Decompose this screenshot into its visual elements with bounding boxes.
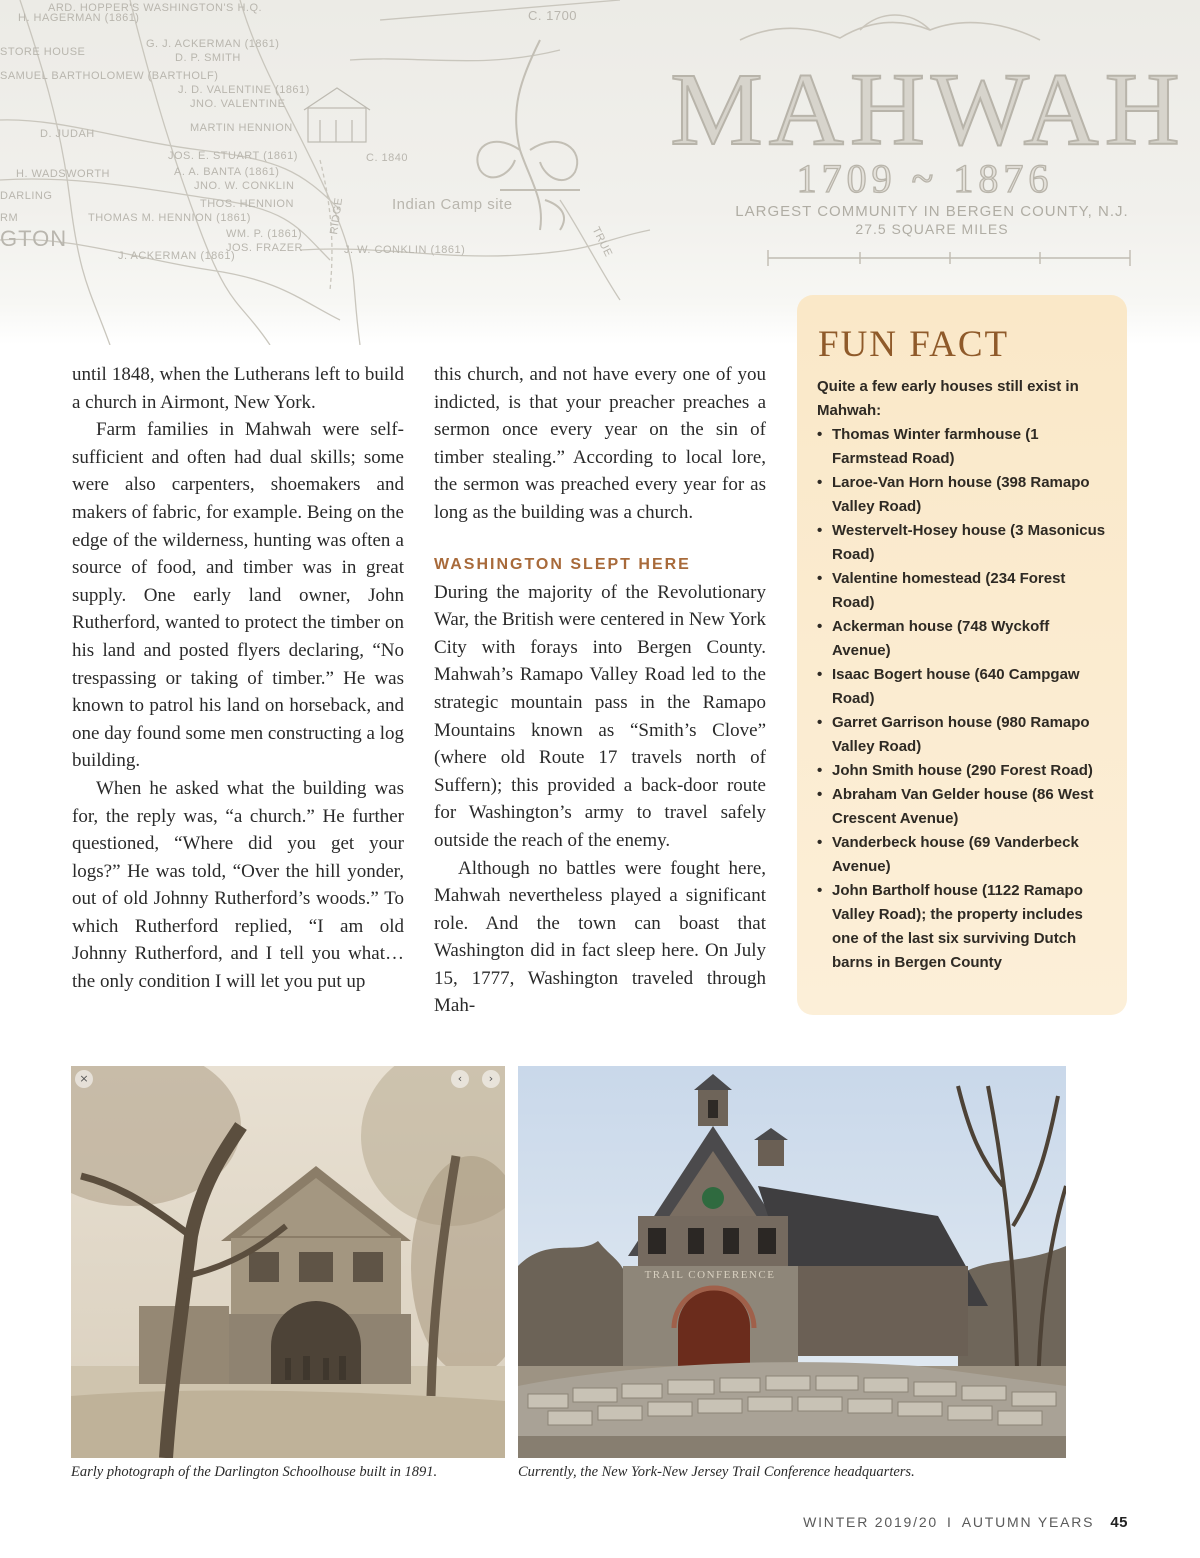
bullet: • xyxy=(817,786,823,803)
publication-name: AUTUMN YEARS xyxy=(961,1514,1095,1530)
chevron-right-icon[interactable]: › xyxy=(482,1070,500,1088)
trail-conference-illustration xyxy=(518,1066,1066,1458)
article-column-1 xyxy=(72,361,404,996)
page-footer xyxy=(803,1514,1128,1531)
list-item xyxy=(817,423,1107,471)
map-label: D. JUDAH xyxy=(40,128,95,140)
list-item xyxy=(817,615,1107,663)
fun-fact-list xyxy=(817,423,1107,975)
photo-caption: Currently, the New York-New Jersey Trail Conference headquarters. xyxy=(518,1464,915,1480)
list-item xyxy=(817,519,1107,567)
map-label: J. D. VALENTINE (1861) xyxy=(178,84,310,96)
map-label: C. 1700 xyxy=(528,8,578,23)
list-item xyxy=(817,879,1107,975)
banner-title: MAHWAH xyxy=(670,52,1186,167)
map-label: RIDGE xyxy=(328,196,346,236)
map-label: WM. P. (1861) xyxy=(226,228,302,240)
historic-schoolhouse-illustration xyxy=(71,1066,505,1458)
list-item-text: Thomas Winter farmhouse (1 Farmstead Road) xyxy=(832,426,1039,467)
bullet: • xyxy=(817,666,823,683)
list-item-text: Isaac Bogert house (640 Campgaw Road) xyxy=(832,666,1080,707)
list-item-text: Valentine homestead (234 Forest Road) xyxy=(832,570,1066,611)
issue-label: WINTER 2019/20 xyxy=(803,1514,939,1530)
paragraph: When he asked what the building was for, the reply was, “a church.” He further questioned, “Where did you get your logs?” He was told, “Over the hill yonder, out of old Johnny Rutherford’s woods.” To which Rutherford replied, “I am old Johnny Rutherford, and I tell you what… the only condition I will let you put up xyxy=(72,777,404,993)
map-label: JNO. VALENTINE xyxy=(190,98,286,110)
bullet: • xyxy=(817,570,823,587)
banner-years: 1709 ~ 1876 xyxy=(796,156,1054,201)
list-item xyxy=(817,831,1107,879)
fun-fact-intro: Quite a few early houses still exist in Mahwah: xyxy=(817,378,1079,419)
bullet: • xyxy=(817,426,823,443)
close-icon[interactable]: × xyxy=(75,1070,93,1088)
list-item-text: Abraham Van Gelder house (86 West Crescent Avenue) xyxy=(832,786,1094,827)
map-label: JOS. E. STUART (1861) xyxy=(168,150,298,162)
paragraph: Although no battles were fought here, Mahwah nevertheless played a significant role. And the town can boast that Washington did in fact sleep here. On July 15, 1777, Washington traveled through Mah- xyxy=(434,857,766,1017)
map-label: C. 1840 xyxy=(366,152,409,164)
list-item xyxy=(817,711,1107,759)
historic-schoolhouse-photo xyxy=(71,1066,505,1458)
list-item xyxy=(817,783,1107,831)
map-label: Indian Camp site xyxy=(392,196,513,213)
list-item xyxy=(817,471,1107,519)
map-label: D. P. SMITH xyxy=(175,52,241,64)
map-label: G. J. ACKERMAN (1861) xyxy=(146,38,280,50)
bullet: • xyxy=(817,834,823,851)
footer-separator: I xyxy=(947,1514,953,1530)
map-label: SAMUEL BARTHOLOMEW (BARTHOLF) xyxy=(0,70,219,82)
bullet: • xyxy=(817,714,823,731)
list-item-text: Vanderbeck house (69 Vanderbeck Avenue) xyxy=(832,834,1079,875)
list-item xyxy=(817,663,1107,711)
banner-subtitle: LARGEST COMMUNITY IN BERGEN COUNTY, N.J. xyxy=(735,203,1129,220)
bullet: • xyxy=(817,882,823,899)
map-label: ARD. HOPPER'S WASHINGTON'S H.Q. xyxy=(48,2,263,14)
map-label: TRUE xyxy=(589,225,615,259)
paragraph: until 1848, when the Lutherans left to build a church in Airmont, New York. xyxy=(72,364,404,413)
list-item xyxy=(817,567,1107,615)
list-item-text: Westervelt-Hosey house (3 Masonicus Road) xyxy=(832,522,1106,563)
paragraph: During the majority of the Revolutionary War, the British were centered in New York City with forays into Bergen County. Mahwah’s Ramapo Valley Road led to the strategic mountain pass in the Ramapo Mountains known as “Smith’s Clove” (where old Route 17 travels north of Suffern); this provided a back-door route for Washington’s army to travel safely outside the reach of the enemy. xyxy=(434,581,766,851)
map-label: GTON xyxy=(0,226,68,251)
map-label: J. W. CONKLIN (1861) xyxy=(344,244,466,256)
map-label: J. ACKERMAN (1861) xyxy=(118,250,236,262)
bullet: • xyxy=(817,618,823,635)
article-column-2 xyxy=(434,361,766,1020)
list-item-text: Ackerman house (748 Wyckoff Avenue) xyxy=(832,618,1050,659)
list-item-text: Laroe-Van Horn house (398 Ramapo Valley Road) xyxy=(832,474,1090,515)
list-item xyxy=(817,759,1107,783)
map-label: JOS. FRAZER xyxy=(226,242,304,254)
page-number: 45 xyxy=(1110,1514,1128,1531)
fun-fact-box xyxy=(797,295,1127,1015)
bullet: • xyxy=(817,762,823,779)
section-subhead: WASHINGTON SLEPT HERE xyxy=(434,555,691,573)
map-label: A. A. BANTA (1861) xyxy=(174,166,280,178)
map-label: H. WADSWORTH xyxy=(16,168,110,180)
chevron-left-icon[interactable]: ‹ xyxy=(451,1070,469,1088)
header-map-banner xyxy=(0,0,1200,345)
paragraph: this church, and not have every one of you indicted, is that your preacher preaches a sermon once every year on the sin of timber stealing.” According to local lore, the sermon was preached every year for as long as the building was a church. xyxy=(434,364,766,523)
list-item-text: John Smith house (290 Forest Road) xyxy=(832,762,1093,779)
map-label: H. HAGERMAN (1861) xyxy=(18,12,140,24)
paragraph: Farm families in Mahwah were self-sufficient and often had dual skills; some were also carpenters, shoemakers and makers of fabric, for example. Being on the edge of the wilderness, hunting was often a source of food, and timber was in great supply. One early land owner, John Rutherford, wanted to protect the timber on his land and posted flyers declaring, “No trespassing or taking of timber.” He was known to patrol his land on horseback, and one day found some men constructing a log building. xyxy=(72,419,404,772)
photo-caption: Early photograph of the Darlington Schoolhouse built in 1891. xyxy=(71,1464,438,1480)
banner-subtitle-area: 27.5 SQUARE MILES xyxy=(855,221,1009,237)
trail-conference-sign: TRAIL CONFERENCE xyxy=(644,1269,776,1281)
list-item-text: Garret Garrison house (980 Ramapo Valley Road) xyxy=(832,714,1090,755)
map-label: JNO. W. CONKLIN xyxy=(194,180,295,192)
bullet: • xyxy=(817,474,823,491)
fun-fact-title: FUN FACT xyxy=(818,324,1010,365)
bullet: • xyxy=(817,522,823,539)
map-label: THOMAS M. HENNION (1861) xyxy=(88,212,251,224)
map-label: STORE HOUSE xyxy=(0,46,86,58)
map-label: DARLING xyxy=(0,190,53,202)
trail-conference-photo xyxy=(518,1066,1066,1458)
map-label: THOS. HENNION xyxy=(200,198,294,210)
map-label: MARTIN HENNION xyxy=(190,122,293,134)
list-item-text: John Bartholf house (1122 Ramapo Valley Road); the property includes one of the last six surviving Dutch barns in Bergen County xyxy=(832,882,1083,971)
map-label: RM xyxy=(0,212,19,224)
